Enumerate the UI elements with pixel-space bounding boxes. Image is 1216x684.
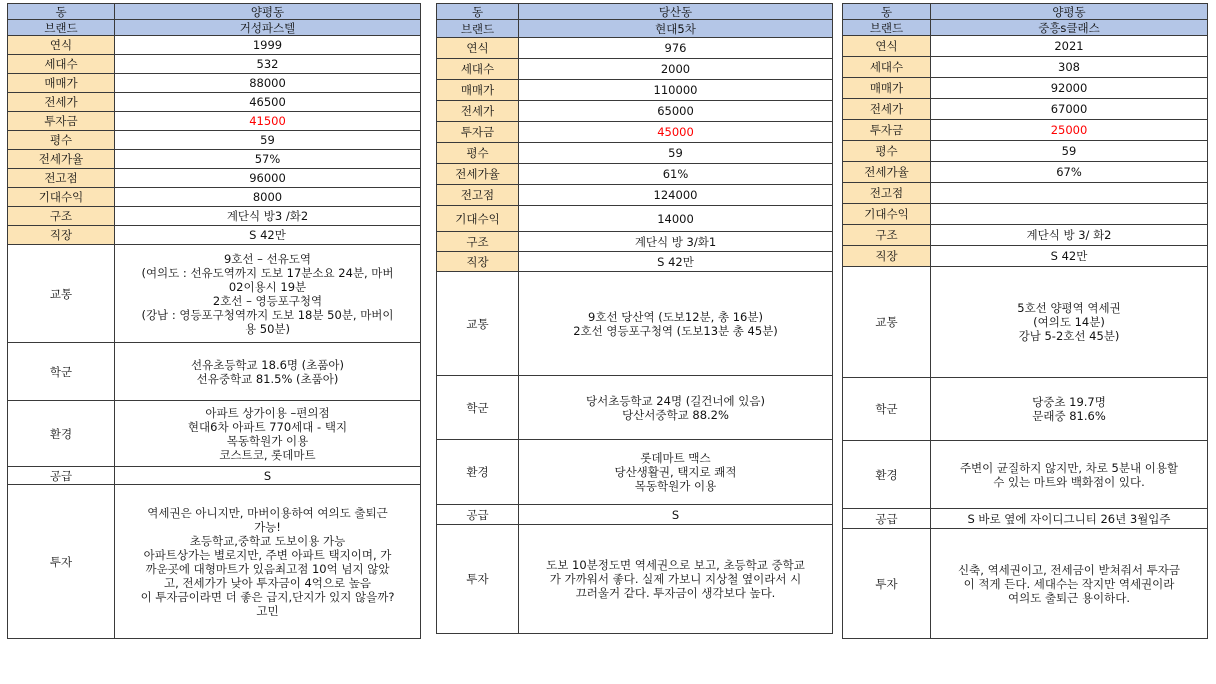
row-value: 59 (115, 131, 421, 150)
table-row-school (843, 378, 1208, 441)
row-value: 92000 (931, 78, 1208, 99)
row-label: 투자 (8, 485, 115, 639)
row-label: 브랜드 (8, 20, 115, 36)
row-value: 양평동 (115, 4, 421, 20)
table-row-transport (437, 272, 833, 376)
row-value: 당서초등학교 24명 (길건너에 있음) 당산서중학교 88.2% (519, 376, 833, 440)
row-value: 역세권은 아니지만, 마버이용하여 여의도 출퇴근 가능! 초등학교,중학교 도보이용 가능 아파트상가는 별로지만, 주변 아파트 택지이며, 가 까운곳에 대형마트가 있음최고점 10억 넘지 않았 고, 전세가가 낮아 투자금이 4억으로 높음 이 투자금이라면 더 좋은 급지,단지가 있지 않을까? 고민 (115, 485, 421, 639)
row-value: 2021 (931, 36, 1208, 57)
table-row-jeonse-price (843, 99, 1208, 120)
row-label: 구조 (8, 207, 115, 226)
comparison-table-1 (7, 3, 421, 639)
row-label: 브랜드 (843, 20, 931, 36)
table-row-supply (437, 505, 833, 525)
row-value: 신축, 역세권이고, 전세금이 받쳐줘서 투자금 이 적게 든다. 세대수는 작지만 역세권이라 여의도 출퇴근 용이하다. (931, 529, 1208, 639)
row-value: 현대5차 (519, 20, 833, 38)
table-row-investment (843, 120, 1208, 141)
table-row-dong (843, 4, 1208, 20)
table-row-school (8, 343, 421, 401)
row-value: 도보 10분정도면 역세권으로 보고, 초등학교 중학교 가 가까워서 좋다. 실제 가보니 지상철 옆이라서 시 끄러울거 같다. 투자금이 생각보다 높다. (519, 525, 833, 634)
row-label: 전고점 (437, 185, 519, 206)
row-value: S 42만 (931, 246, 1208, 267)
row-label: 전세가율 (843, 162, 931, 183)
row-label: 전고점 (843, 183, 931, 204)
table-row-jeonse-ratio (437, 164, 833, 185)
table-row-investment (437, 122, 833, 143)
row-label: 직장 (437, 252, 519, 272)
row-value: 57% (115, 150, 421, 169)
row-label: 동 (843, 4, 931, 20)
row-value: S (519, 505, 833, 525)
row-value: S 42만 (115, 226, 421, 245)
table-row-sale-price (437, 80, 833, 101)
table-row-transport (843, 267, 1208, 378)
table-row-workplace (843, 246, 1208, 267)
row-label: 동 (437, 4, 519, 20)
row-value: S (115, 467, 421, 485)
row-value: 5호선 양평역 역세권 (여의도 14분) 강남 5-2호선 45분) (931, 267, 1208, 378)
row-value: 59 (519, 143, 833, 164)
row-value: 41500 (115, 112, 421, 131)
row-label: 투자금 (437, 122, 519, 143)
row-value: 계단식 방3 /화2 (115, 207, 421, 226)
row-label: 전세가율 (437, 164, 519, 185)
row-label: 연식 (843, 36, 931, 57)
row-label: 투자 (437, 525, 519, 634)
table-row-expected-return (437, 206, 833, 232)
row-label: 교통 (8, 245, 115, 343)
row-value: 9호선 – 선유도역 (여의도 : 선유도역까지 도보 17분소요 24분, 마버 02이용시 19분 2호선 – 영등포구청역 (강남 : 영등포구청역까지 도보 18분 50분, 마버이 용 50분) (115, 245, 421, 343)
row-value: 67% (931, 162, 1208, 183)
row-label: 투자금 (8, 112, 115, 131)
row-value: 25000 (931, 120, 1208, 141)
row-value: 14000 (519, 206, 833, 232)
row-label: 기대수익 (843, 204, 931, 225)
row-value: 976 (519, 38, 833, 59)
row-value: S 42만 (519, 252, 833, 272)
table-row-environment (8, 401, 421, 467)
row-value (931, 183, 1208, 204)
row-value: 2000 (519, 59, 833, 80)
row-label: 전세가율 (8, 150, 115, 169)
row-label: 공급 (8, 467, 115, 485)
row-label: 전세가 (437, 101, 519, 122)
row-value: 선유초등학교 18.6명 (초품아) 선유중학교 81.5% (초품아) (115, 343, 421, 401)
row-label: 공급 (437, 505, 519, 525)
table-row-supply (843, 509, 1208, 529)
row-value: 당산동 (519, 4, 833, 20)
row-label: 기대수익 (437, 206, 519, 232)
table-row-area (843, 141, 1208, 162)
row-value: 46500 (115, 93, 421, 112)
table-row-investment-notes (843, 529, 1208, 639)
comparison-table-3 (842, 3, 1208, 639)
row-value: 롯데마트 맥스 당산생활권, 택지로 쾌적 목동학원가 이용 (519, 440, 833, 505)
table-row-households (437, 59, 833, 80)
table-row-structure (437, 232, 833, 252)
table-row-school (437, 376, 833, 440)
table-row-investment (8, 112, 421, 131)
table-row-area (437, 143, 833, 164)
table-row-workplace (8, 226, 421, 245)
row-value: 계단식 방 3/화1 (519, 232, 833, 252)
row-value: 45000 (519, 122, 833, 143)
row-label: 직장 (843, 246, 931, 267)
row-label: 평수 (437, 143, 519, 164)
row-label: 연식 (8, 36, 115, 55)
table-row-peak (843, 183, 1208, 204)
table-row-environment (437, 440, 833, 505)
row-value: 중흥s클래스 (931, 20, 1208, 36)
table-row-structure (843, 225, 1208, 246)
table-row-expected-return (843, 204, 1208, 225)
row-value: 59 (931, 141, 1208, 162)
table-row-area (8, 131, 421, 150)
row-label: 매매가 (8, 74, 115, 93)
table-row-year (8, 36, 421, 55)
row-label: 학군 (8, 343, 115, 401)
table-row-environment (843, 441, 1208, 509)
row-value: 1999 (115, 36, 421, 55)
row-value: 9호선 당산역 (도보12분, 총 16분) 2호선 영등포구청역 (도보13분 총 45분) (519, 272, 833, 376)
row-label: 평수 (8, 131, 115, 150)
row-label: 기대수익 (8, 188, 115, 207)
row-value: 65000 (519, 101, 833, 122)
row-label: 전세가 (843, 99, 931, 120)
table-row-structure (8, 207, 421, 226)
row-value: 양평동 (931, 4, 1208, 20)
table-row-brand (843, 20, 1208, 36)
row-value: 110000 (519, 80, 833, 101)
row-label: 전고점 (8, 169, 115, 188)
row-label: 세대수 (8, 55, 115, 74)
table-row-jeonse-ratio (843, 162, 1208, 183)
table-row-peak (8, 169, 421, 188)
table-row-brand (437, 20, 833, 38)
row-label: 평수 (843, 141, 931, 162)
row-label: 브랜드 (437, 20, 519, 38)
row-value: 주변이 균질하지 않지만, 차로 5분내 이용할 수 있는 마트와 백화점이 있다. (931, 441, 1208, 509)
table-row-dong (8, 4, 421, 20)
row-label: 전세가 (8, 93, 115, 112)
table-row-households (8, 55, 421, 74)
table-row-investment-notes (8, 485, 421, 639)
row-value: 당중초 19.7명 문래중 81.6% (931, 378, 1208, 441)
row-label: 환경 (843, 441, 931, 509)
table-row-transport (8, 245, 421, 343)
row-value: S 바로 옆에 자이디그니티 26년 3월입주 (931, 509, 1208, 529)
table-row-expected-return (8, 188, 421, 207)
row-label: 구조 (437, 232, 519, 252)
row-value: 532 (115, 55, 421, 74)
row-label: 매매가 (437, 80, 519, 101)
row-label: 동 (8, 4, 115, 20)
comparison-table-2 (436, 3, 833, 634)
table-row-brand (8, 20, 421, 36)
row-label: 직장 (8, 226, 115, 245)
row-value: 124000 (519, 185, 833, 206)
row-label: 매매가 (843, 78, 931, 99)
table-row-year (843, 36, 1208, 57)
table-row-workplace (437, 252, 833, 272)
table-row-year (437, 38, 833, 59)
row-value: 거성파스텔 (115, 20, 421, 36)
row-label: 구조 (843, 225, 931, 246)
row-label: 학군 (437, 376, 519, 440)
row-value: 8000 (115, 188, 421, 207)
row-value: 88000 (115, 74, 421, 93)
row-value: 67000 (931, 99, 1208, 120)
table-row-sale-price (8, 74, 421, 93)
row-label: 교통 (437, 272, 519, 376)
table-row-investment-notes (437, 525, 833, 634)
table-row-jeonse-price (437, 101, 833, 122)
row-label: 연식 (437, 38, 519, 59)
row-value: 308 (931, 57, 1208, 78)
row-value (931, 204, 1208, 225)
row-label: 공급 (843, 509, 931, 529)
table-row-jeonse-ratio (8, 150, 421, 169)
row-label: 교통 (843, 267, 931, 378)
table-row-dong (437, 4, 833, 20)
row-label: 투자금 (843, 120, 931, 141)
row-label: 세대수 (437, 59, 519, 80)
table-row-peak (437, 185, 833, 206)
row-label: 환경 (8, 401, 115, 467)
row-label: 환경 (437, 440, 519, 505)
table-row-sale-price (843, 78, 1208, 99)
table-row-households (843, 57, 1208, 78)
row-label: 학군 (843, 378, 931, 441)
table-row-supply (8, 467, 421, 485)
row-value: 96000 (115, 169, 421, 188)
table-row-jeonse-price (8, 93, 421, 112)
row-value: 61% (519, 164, 833, 185)
row-value: 아파트 상가이용 –편의점 현대6차 아파트 770세대 - 택지 목동학원가 이용 코스트코, 롯데마트 (115, 401, 421, 467)
row-label: 세대수 (843, 57, 931, 78)
row-label: 투자 (843, 529, 931, 639)
row-value: 계단식 방 3/ 화2 (931, 225, 1208, 246)
